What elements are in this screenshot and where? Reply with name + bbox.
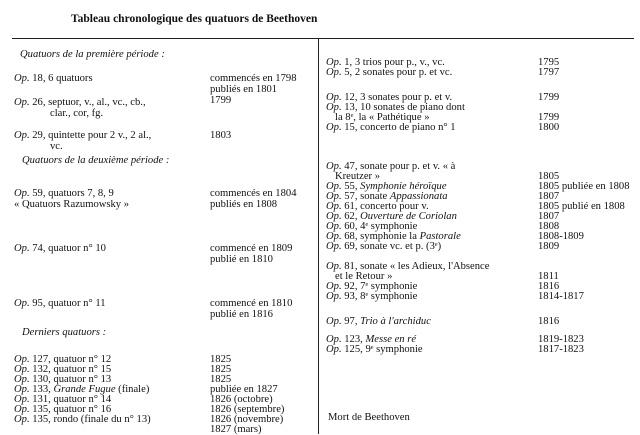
work-text: « Quatuors Razumowsky » bbox=[14, 199, 130, 210]
work-title: Appassionata bbox=[389, 191, 448, 202]
work-entry bbox=[326, 241, 441, 252]
opus-label: Op. bbox=[326, 102, 342, 113]
quartet-entry bbox=[14, 199, 129, 210]
work-text: 1816 bbox=[538, 281, 560, 292]
work-text: 1805 publiée en 1808 bbox=[538, 181, 630, 192]
work-text: 61, concerto pour v. bbox=[341, 201, 429, 212]
work-text: 130, quatuor n° 13 bbox=[29, 374, 112, 385]
opus-label: Op. bbox=[14, 243, 30, 254]
work-text: 60, 4ᵉ symphonie bbox=[341, 221, 418, 232]
work-text: 1825 bbox=[210, 374, 232, 385]
opus-label: Op. bbox=[14, 404, 30, 415]
work-text: 55, bbox=[341, 181, 361, 192]
top-rule bbox=[12, 38, 634, 39]
work-text: 1805 bbox=[538, 171, 560, 182]
opus-label: Op. bbox=[14, 354, 30, 365]
work-text: commencé en 1809 bbox=[210, 243, 293, 254]
work-text: 1809 bbox=[538, 241, 560, 252]
work-date bbox=[538, 241, 559, 252]
opus-label: Op. bbox=[326, 291, 342, 302]
work-date bbox=[538, 344, 584, 355]
opus-label: Op. bbox=[14, 188, 30, 199]
work-text: 1826 (novembre) bbox=[210, 414, 284, 425]
work-text: 1805 publié en 1808 bbox=[538, 201, 625, 212]
opus-label: Op. bbox=[326, 211, 342, 222]
work-text: 123, bbox=[341, 334, 366, 345]
opus-label: Op. bbox=[326, 67, 342, 78]
work-text: 1803 bbox=[210, 130, 232, 141]
work-text: 133, bbox=[29, 384, 54, 395]
work-text: 1808-1809 bbox=[538, 231, 584, 242]
work-text: (finale) bbox=[115, 384, 150, 395]
quartet-entry bbox=[14, 130, 151, 141]
work-date bbox=[538, 291, 584, 302]
opus-label: Op. bbox=[14, 384, 30, 395]
quartet-entry bbox=[50, 108, 103, 119]
column-divider bbox=[318, 38, 319, 434]
section-heading: Derniers quatuors : bbox=[22, 327, 107, 338]
work-title: Grande Fugue bbox=[53, 384, 116, 395]
quartet-date bbox=[210, 199, 277, 210]
work-text: 1799 bbox=[538, 112, 560, 123]
work-text: publiée en 1827 bbox=[210, 384, 278, 395]
quartet-entry bbox=[20, 49, 165, 60]
work-text: 1816 bbox=[538, 316, 560, 327]
quartet-entry bbox=[14, 73, 93, 84]
work-title: Pastorale bbox=[419, 231, 461, 242]
quartet-entry bbox=[14, 243, 106, 254]
work-text: 1808 bbox=[538, 221, 560, 232]
work-entry bbox=[326, 316, 431, 327]
work-date bbox=[538, 122, 559, 133]
work-text: 1817-1823 bbox=[538, 344, 584, 355]
work-text: commencé en 1810 bbox=[210, 298, 293, 309]
opus-label: Op. bbox=[326, 281, 342, 292]
work-text: Kreutzer » bbox=[335, 171, 380, 182]
quartet-entry bbox=[22, 155, 169, 166]
work-text: 68, symphonie la bbox=[341, 231, 420, 242]
quartet-entry bbox=[14, 414, 151, 425]
quartet-date bbox=[210, 309, 273, 320]
work-text: 47, sonate pour p. et v. « à bbox=[341, 161, 456, 172]
work-text: 5, 2 sonates pour p. et vc. bbox=[341, 67, 453, 78]
work-text: 62, bbox=[341, 211, 361, 222]
work-text: 1799 bbox=[210, 95, 232, 106]
opus-label: Op. bbox=[14, 414, 30, 425]
opus-label: Op. bbox=[326, 334, 342, 345]
quartet-entry bbox=[50, 141, 63, 152]
quartet-entry bbox=[14, 188, 114, 199]
work-text: 1814-1817 bbox=[538, 291, 584, 302]
opus-label: Op. bbox=[326, 122, 342, 133]
work-text: 1807 bbox=[538, 191, 560, 202]
work-text: 125, 9ᵉ symphonie bbox=[341, 344, 423, 355]
opus-label: Op. bbox=[326, 161, 342, 172]
section-heading: Quatuors de la première période : bbox=[20, 49, 165, 60]
quartet-date bbox=[210, 84, 277, 95]
work-text: commencés en 1798 bbox=[210, 73, 297, 84]
work-entry bbox=[326, 122, 456, 133]
work-text: 127, quatuor n° 12 bbox=[29, 354, 112, 365]
work-text: 12, 3 sonates pour p. et v. bbox=[341, 92, 453, 103]
opus-label: Op. bbox=[14, 97, 30, 108]
page-title: Tableau chronologique des quatuors de Beethoven bbox=[71, 13, 318, 25]
work-text: 95, quatuor n° 11 bbox=[29, 298, 106, 309]
opus-label: Op. bbox=[326, 344, 342, 355]
opus-label: Op. bbox=[326, 316, 342, 327]
work-text: 29, quintette pour 2 v., 2 al., bbox=[29, 130, 152, 141]
work-text: 57, sonate bbox=[341, 191, 390, 202]
work-text: 1800 bbox=[538, 122, 560, 133]
work-text: 1826 (septembre) bbox=[210, 404, 285, 415]
work-text: 1797 bbox=[538, 67, 560, 78]
work-text: 1795 bbox=[538, 57, 560, 68]
work-text: 74, quatuor n° 10 bbox=[29, 243, 106, 254]
opus-label: Op. bbox=[326, 57, 342, 68]
work-text: 15, concerto de piano n° 1 bbox=[341, 122, 456, 133]
work-text: publiés en 1808 bbox=[210, 199, 278, 210]
opus-label: Op. bbox=[14, 73, 30, 84]
work-text: Mort de Beethoven bbox=[328, 412, 410, 423]
work-text: vc. bbox=[50, 141, 63, 152]
opus-label: Op. bbox=[14, 374, 30, 385]
work-title: Messe en ré bbox=[365, 334, 417, 345]
work-entry bbox=[326, 344, 423, 355]
work-date bbox=[538, 92, 559, 103]
quartet-date bbox=[210, 254, 273, 265]
work-text: et le Retour » bbox=[335, 271, 393, 282]
work-text: 1827 (mars) bbox=[210, 424, 262, 435]
work-text: 1826 (octobre) bbox=[210, 394, 273, 405]
work-text: 13, 10 sonates de piano dont bbox=[341, 102, 465, 113]
work-entry bbox=[326, 291, 417, 302]
quartet-date bbox=[210, 298, 292, 309]
opus-label: Op. bbox=[326, 201, 342, 212]
work-text: 1799 bbox=[538, 92, 560, 103]
work-text: 1825 bbox=[210, 354, 232, 365]
opus-label: Op. bbox=[326, 221, 342, 232]
work-title: Trio à l'archiduc bbox=[360, 316, 431, 327]
work-text: la 8ᵉ, la « Pathétique » bbox=[335, 112, 430, 123]
work-text: commencés en 1804 bbox=[210, 188, 297, 199]
section-heading: Quatuors de la deuxième période : bbox=[22, 155, 170, 166]
work-entry bbox=[328, 412, 410, 423]
work-text: 1825 bbox=[210, 364, 232, 375]
opus-label: Op. bbox=[14, 394, 30, 405]
quartet-date bbox=[210, 130, 231, 141]
quartet-date bbox=[210, 424, 261, 435]
opus-label: Op. bbox=[14, 130, 30, 141]
work-text: 135, rondo (finale du n° 13) bbox=[29, 414, 151, 425]
work-text: publiés en 1801 bbox=[210, 84, 278, 95]
quartet-entry bbox=[14, 298, 106, 309]
work-text: 92, 7ᵉ symphonie bbox=[341, 281, 418, 292]
opus-label: Op. bbox=[14, 298, 30, 309]
work-text: 18, 6 quatuors bbox=[29, 73, 93, 84]
work-text: 69, sonate vc. et p. (3ᵉ) bbox=[341, 241, 442, 252]
quartet-date bbox=[210, 188, 297, 199]
quartet-entry bbox=[22, 327, 106, 338]
work-text: 1, 3 trios pour p., v., vc. bbox=[341, 57, 445, 68]
opus-label: Op. bbox=[326, 191, 342, 202]
opus-label: Op. bbox=[326, 241, 342, 252]
work-title: Symphonie héroïque bbox=[360, 181, 447, 192]
work-text: 1819-1823 bbox=[538, 334, 584, 345]
opus-label: Op. bbox=[326, 92, 342, 103]
work-entry bbox=[326, 67, 452, 78]
work-text: publié en 1810 bbox=[210, 254, 273, 265]
work-text: 132, quatuor n° 15 bbox=[29, 364, 112, 375]
opus-label: Op. bbox=[326, 261, 342, 272]
quartet-date bbox=[210, 73, 297, 84]
work-text: 26, septuor, v., al., vc., cb., bbox=[29, 97, 146, 108]
opus-label: Op. bbox=[14, 364, 30, 375]
work-text: 135, quatuor n° 16 bbox=[29, 404, 112, 415]
quartet-date bbox=[210, 95, 231, 106]
work-text: 97, bbox=[341, 316, 361, 327]
quartet-date bbox=[210, 243, 292, 254]
opus-label: Op. bbox=[326, 181, 342, 192]
work-text: clar., cor, fg. bbox=[50, 108, 104, 119]
work-title: Ouverture de Coriolan bbox=[360, 211, 457, 222]
work-text: 93, 8ᵉ symphonie bbox=[341, 291, 418, 302]
work-text: 81, sonate « les Adieux, l'Absence bbox=[341, 261, 490, 272]
work-date bbox=[538, 67, 559, 78]
work-text: 1811 bbox=[538, 271, 559, 282]
work-text: publié en 1816 bbox=[210, 309, 273, 320]
work-text: 59, quatuors 7, 8, 9 bbox=[29, 188, 114, 199]
work-text: 131, quatuor n° 14 bbox=[29, 394, 112, 405]
work-date bbox=[538, 316, 559, 327]
work-text: 1807 bbox=[538, 211, 560, 222]
opus-label: Op. bbox=[326, 231, 342, 242]
quartet-entry bbox=[14, 97, 146, 108]
